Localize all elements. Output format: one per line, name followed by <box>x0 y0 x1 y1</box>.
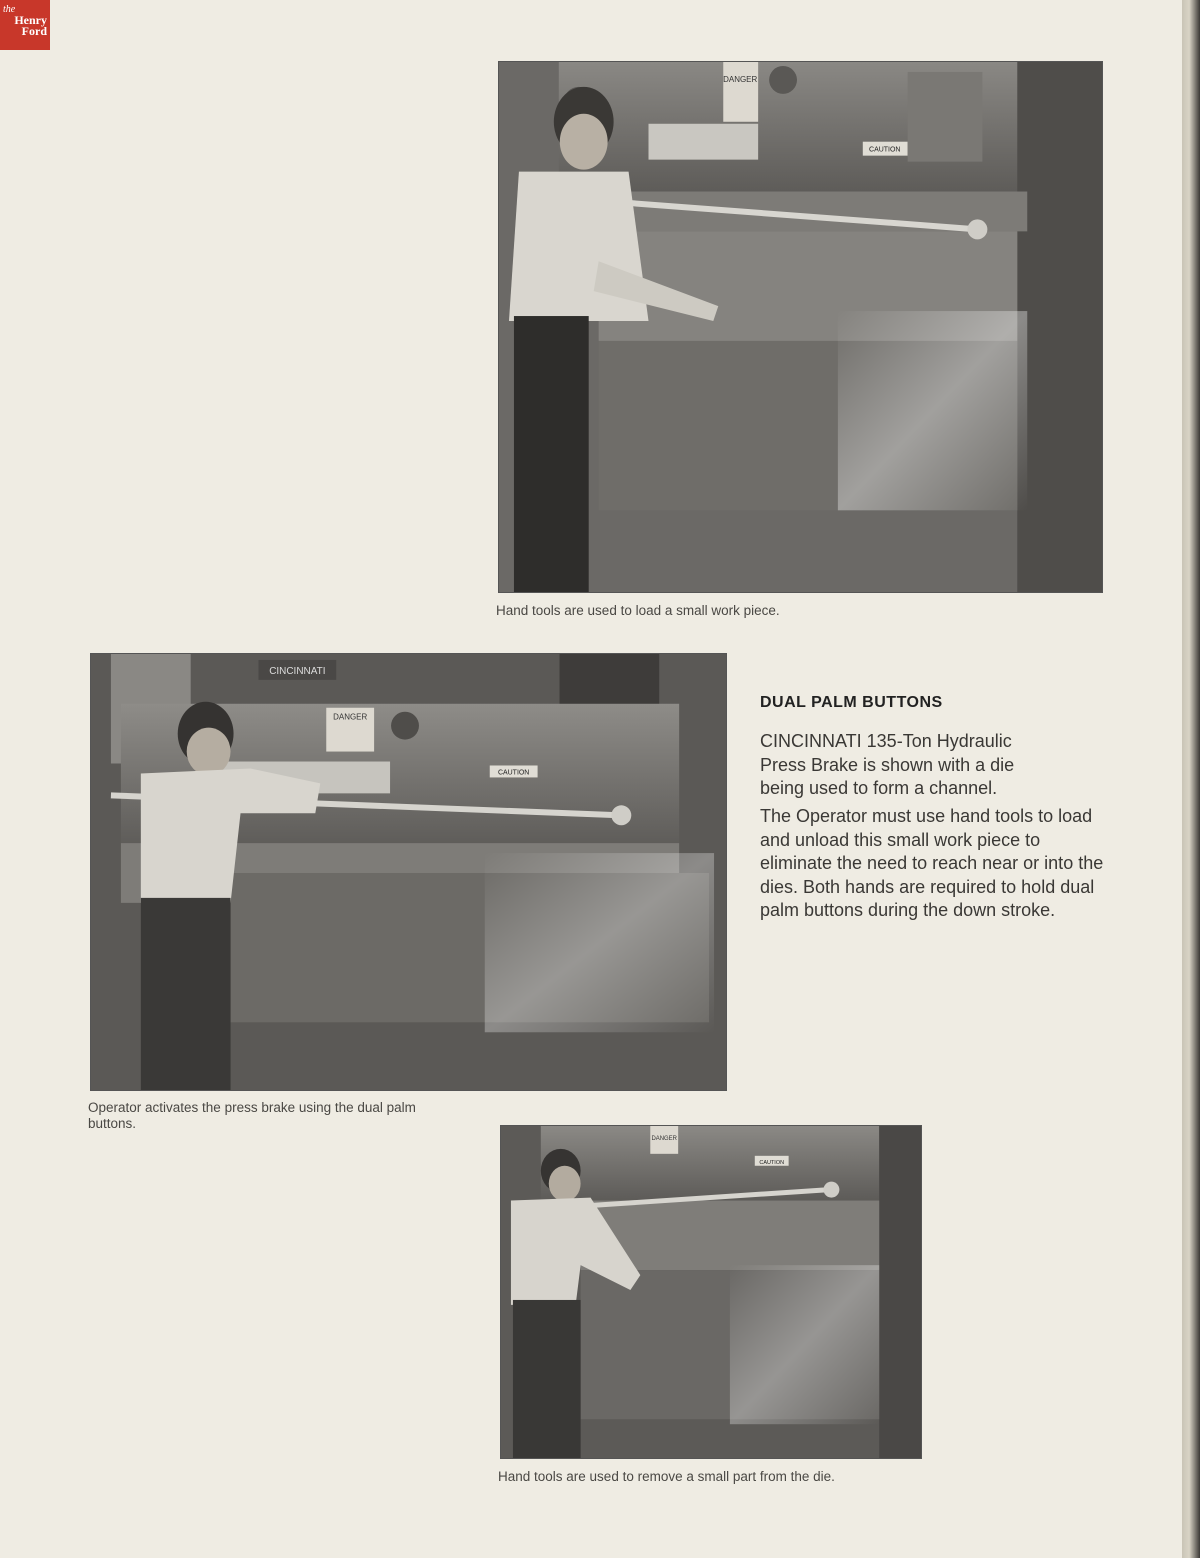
page-edge <box>1182 0 1200 1558</box>
cincinnati-nameplate: CINCINNATI <box>269 665 326 677</box>
press-brake-photo-1 <box>499 62 1102 592</box>
section-heading: DUAL PALM BUTTONS <box>760 694 943 711</box>
caption-photo-3: Hand tools are used to remove a small part from the die. <box>498 1469 835 1484</box>
caution-label-2: CAUTION <box>497 769 530 777</box>
press-brake-photo-3 <box>501 1126 921 1458</box>
logo-line-henry: Henry <box>14 13 47 27</box>
caution-label-1: CAUTION <box>869 146 901 154</box>
logo-line-ford: Ford <box>21 24 47 38</box>
section-paragraph-1: CINCINNATI 135-Ton Hydraulic Press Brake is shown with a die being used to form a channel. <box>760 731 1015 798</box>
danger-sign-3: DANGER <box>651 1135 677 1142</box>
caption-photo-1: Hand tools are used to load a small work piece. <box>496 603 780 618</box>
photo-dual-palm-buttons <box>90 653 727 1091</box>
photo-load-work-piece <box>498 61 1103 593</box>
caution-label-3: CAUTION <box>759 1159 785 1166</box>
caption-photo-2: Operator activates the press brake using the dual palm buttons. <box>88 1100 416 1131</box>
photo-remove-part <box>500 1125 922 1459</box>
section-paragraph-2: The Operator must use hand tools to load and unload this small work piece to eliminate the need to reach near or into the dies. Both hands are required to hold dual palm buttons during the down stroke. <box>760 806 1104 920</box>
henry-ford-logo <box>0 0 50 50</box>
danger-sign-1: DANGER <box>723 74 758 84</box>
press-brake-photo-2 <box>91 654 726 1090</box>
logo-line-the: the <box>3 4 16 15</box>
danger-sign-2: DANGER <box>333 712 368 722</box>
